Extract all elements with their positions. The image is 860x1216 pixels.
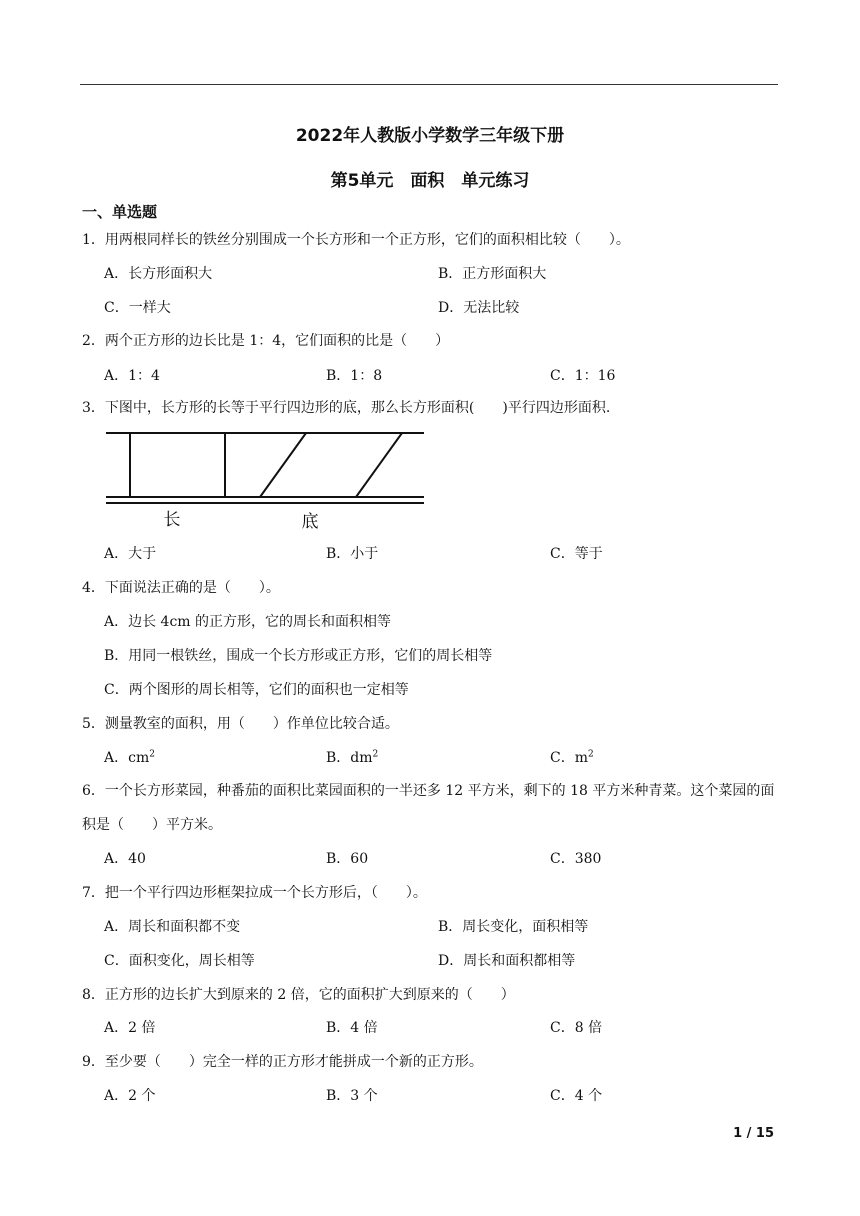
question-1-option-c[interactable]: C．一样大 [104,300,171,316]
question-9-option-c[interactable]: C．4 个 [550,1088,603,1104]
question-2-option-b[interactable]: B．1：8 [326,368,383,384]
document-title: 2022年人教版小学数学三年级下册 [295,126,565,146]
question-2-stem: 2．两个正方形的边长比是 1：4，它们面积的比是（ ） [82,333,450,349]
question-7-stem: 7．把一个平行四边形框架拉成一个长方形后，（ ）。 [82,885,427,901]
question-1-stem: 1．用两根同样长的铁丝分别围成一个长方形和一个正方形，它们的面积相比较（ ）。 [82,232,630,248]
question-1-option-a[interactable]: A．长方形面积大 [104,266,213,282]
question-7-option-d[interactable]: D．周长和面积都相等 [438,953,576,969]
figure-label-length: 长 [163,510,181,530]
question-4-option-c[interactable]: C．两个图形的周长相等，它们的面积也一定相等 [104,682,409,698]
question-8-option-c[interactable]: C．8 倍 [550,1020,603,1036]
question-9-option-b[interactable]: B．3 个 [326,1088,378,1104]
question-1-option-b[interactable]: B．正方形面积大 [438,266,547,282]
question-4-stem: 4．下面说法正确的是（ ）。 [82,580,280,596]
question-2-option-c[interactable]: C．1：16 [550,368,616,384]
page-number: 1 / 15 [733,1126,774,1141]
question-2-option-a[interactable]: A．1：4 [104,368,160,384]
question-3-option-b[interactable]: B．小于 [326,546,379,562]
question-4-option-b[interactable]: B．用同一根铁丝，围成一个长方形或正方形，它们的周长相等 [104,648,493,664]
superscript-2: 2 [588,749,594,760]
document-subtitle: 第5单元 面积 单元练习 [330,171,530,191]
question-5-option-b[interactable]: B．$dm^2$ [326,749,379,766]
question-6-stem: 6．一个长方形菜园，种番茄的面积比菜园面积的一半还多 12 平方米，剩下的 18 平方米种青菜。这个菜园的面积是（ ）平方米。 [82,783,775,833]
question-1-option-d[interactable]: D．无法比较 [438,300,520,316]
parallelogram-left-side [260,433,306,497]
figure-label-base: 底 [301,512,319,532]
question-5-option-a[interactable]: A．$cm^2$ [104,749,155,766]
question-6-option-b[interactable]: B．60 [326,851,369,867]
header-rule [80,84,778,85]
rectangle-parallelogram-figure [100,425,430,535]
question-6-option-c[interactable]: C．380 [550,851,602,867]
question-7-option-a[interactable]: A．周长和面积都不变 [104,919,241,935]
question-8-option-b[interactable]: B．4 倍 [326,1020,378,1036]
superscript-2: 2 [372,749,379,760]
section-title: 一、单选题 [82,203,158,221]
question-4-option-a[interactable]: A．边长 4cm 的正方形，它的周长和面积相等 [104,614,392,630]
question-9-stem: 9．至少要（ ）完全一样的正方形才能拼成一个新的正方形。 [82,1054,483,1070]
parallelogram-right-side [356,433,402,497]
question-7-option-b[interactable]: B．周长变化，面积相等 [438,919,589,935]
question-3-stem: 3．下图中，长方形的长等于平行四边形的底，那么长方形面积( )平行四边形面积. [82,400,611,416]
question-8-option-a[interactable]: A．2 倍 [104,1020,156,1036]
superscript-2: 2 [149,749,155,760]
question-6-option-a[interactable]: A．40 [104,851,146,867]
question-5-stem: 5．测量教室的面积，用（ ）作单位比较合适。 [82,716,399,732]
question-8-stem: 8．正方形的边长扩大到原来的 2 倍，它的面积扩大到原来的（ ） [82,987,515,1003]
question-7-option-c[interactable]: C．面积变化，周长相等 [104,953,255,969]
question-5-option-c[interactable]: C．$m^2$ [550,749,594,766]
question-3-option-a[interactable]: A．大于 [104,546,157,562]
question-3-option-c[interactable]: C．等于 [550,546,603,562]
question-9-option-a[interactable]: A．2 个 [104,1088,156,1104]
